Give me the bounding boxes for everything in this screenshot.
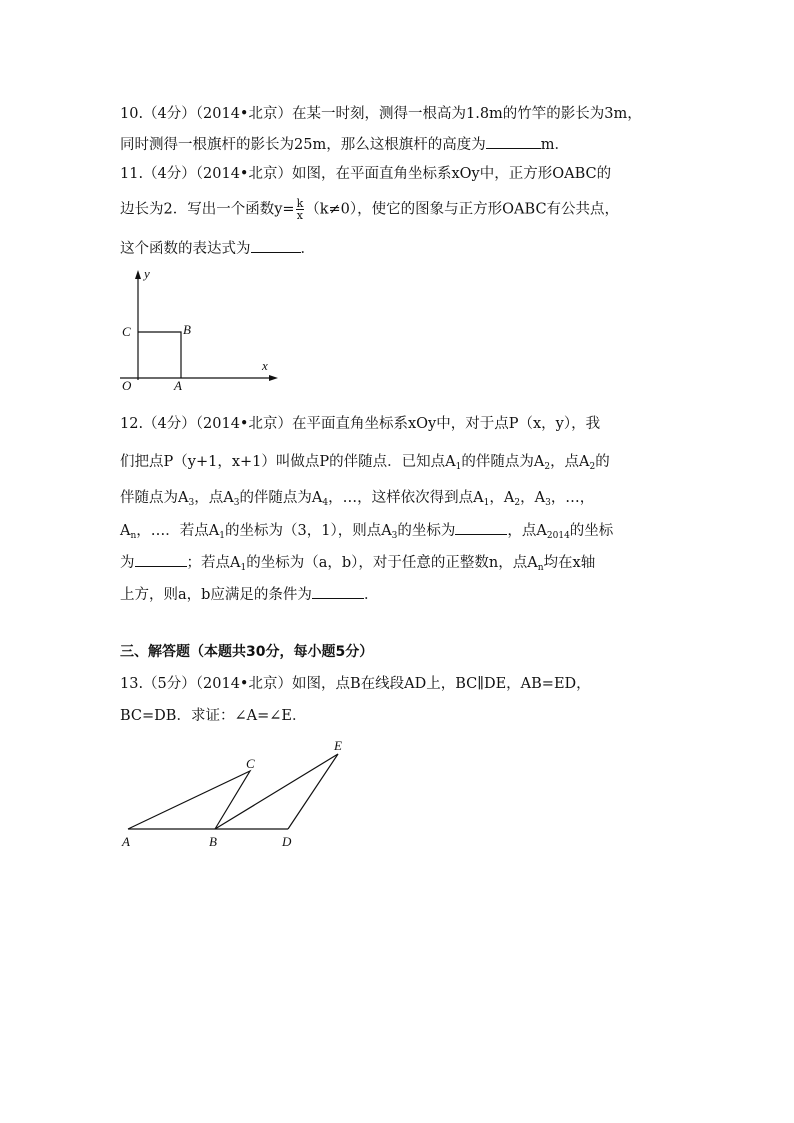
answer-blank [312, 584, 364, 599]
label-b: B [183, 322, 191, 337]
section-heading: 三、解答题（本题共30分，每小题5分） [120, 644, 374, 660]
label-e: E [334, 738, 342, 753]
label-a: A [174, 378, 182, 393]
q10-line1: 10.（4分）（2014•北京）在某一时刻，测得一根高为1.8m的竹竿的影长为3m， [120, 106, 642, 122]
q12-line4: $A_n$，…．若点$A_1$的坐标为（3，1），则点$A_3$的坐标为 ，点$A_{2014}$的坐标 [120, 520, 613, 541]
fraction-k-over-x: $\frac{k}{x}$ [296, 197, 304, 222]
answer-blank [455, 520, 507, 535]
answer-blank [486, 134, 541, 149]
q12-line6: 上方，则a，b应满足的条件为 ． [120, 584, 378, 605]
q11-line1: 11.（4分）（2014•北京）如图，在平面直角坐标系xOy中，正方形OABC的 [120, 166, 612, 182]
label-a: A [122, 834, 130, 849]
label-c: C [246, 756, 255, 771]
q12-line5: 为 ；若点$A_1$的坐标为（a，b），对于任意的正整数n，点$A_n$均在x轴 [120, 552, 595, 573]
answer-blank [135, 552, 187, 567]
q10-line2: 同时测得一根旗杆的影长为25m，那么这根旗杆的高度为 m． [120, 134, 569, 155]
q13-line2: BC=DB．求证：∠A=∠E． [120, 708, 307, 724]
q12-line2: 们把点P（y+1，x+1）叫做点P的伴随点．已知点$A_1$的伴随点为$A_2$，点$A_2$的 [120, 454, 610, 472]
answer-blank [251, 238, 301, 253]
label-o: O [122, 378, 132, 393]
q11-coordinate-figure [110, 262, 290, 397]
q11-line2: 边长为2．写出一个函数y= $\frac{k}{x}$ （k≠0），使它的图象与正方形OABC有公共点， [120, 197, 620, 222]
label-y: y [144, 266, 150, 281]
label-d: D [282, 834, 292, 849]
q12-line3: 伴随点为$A_3$，点$A_3$的伴随点为$A_4$，…，这样依次得到点$A_1$，$A_2$，$A_3$，…， [120, 490, 595, 508]
q13-geometry-figure [110, 734, 360, 854]
label-c: C [122, 324, 131, 339]
q12-line1: 12.（4分）（2014•北京）在平面直角坐标系xOy中，对于点P（x，y），我 [120, 416, 601, 432]
q13-line1: 13.（5分）（2014•北京）如图，点B在线段AD上，BC∥DE，AB=ED， [120, 676, 591, 692]
label-b: B [209, 834, 217, 849]
q11-line3: 这个函数的表达式为 ． [120, 238, 315, 259]
label-x: x [262, 358, 268, 373]
